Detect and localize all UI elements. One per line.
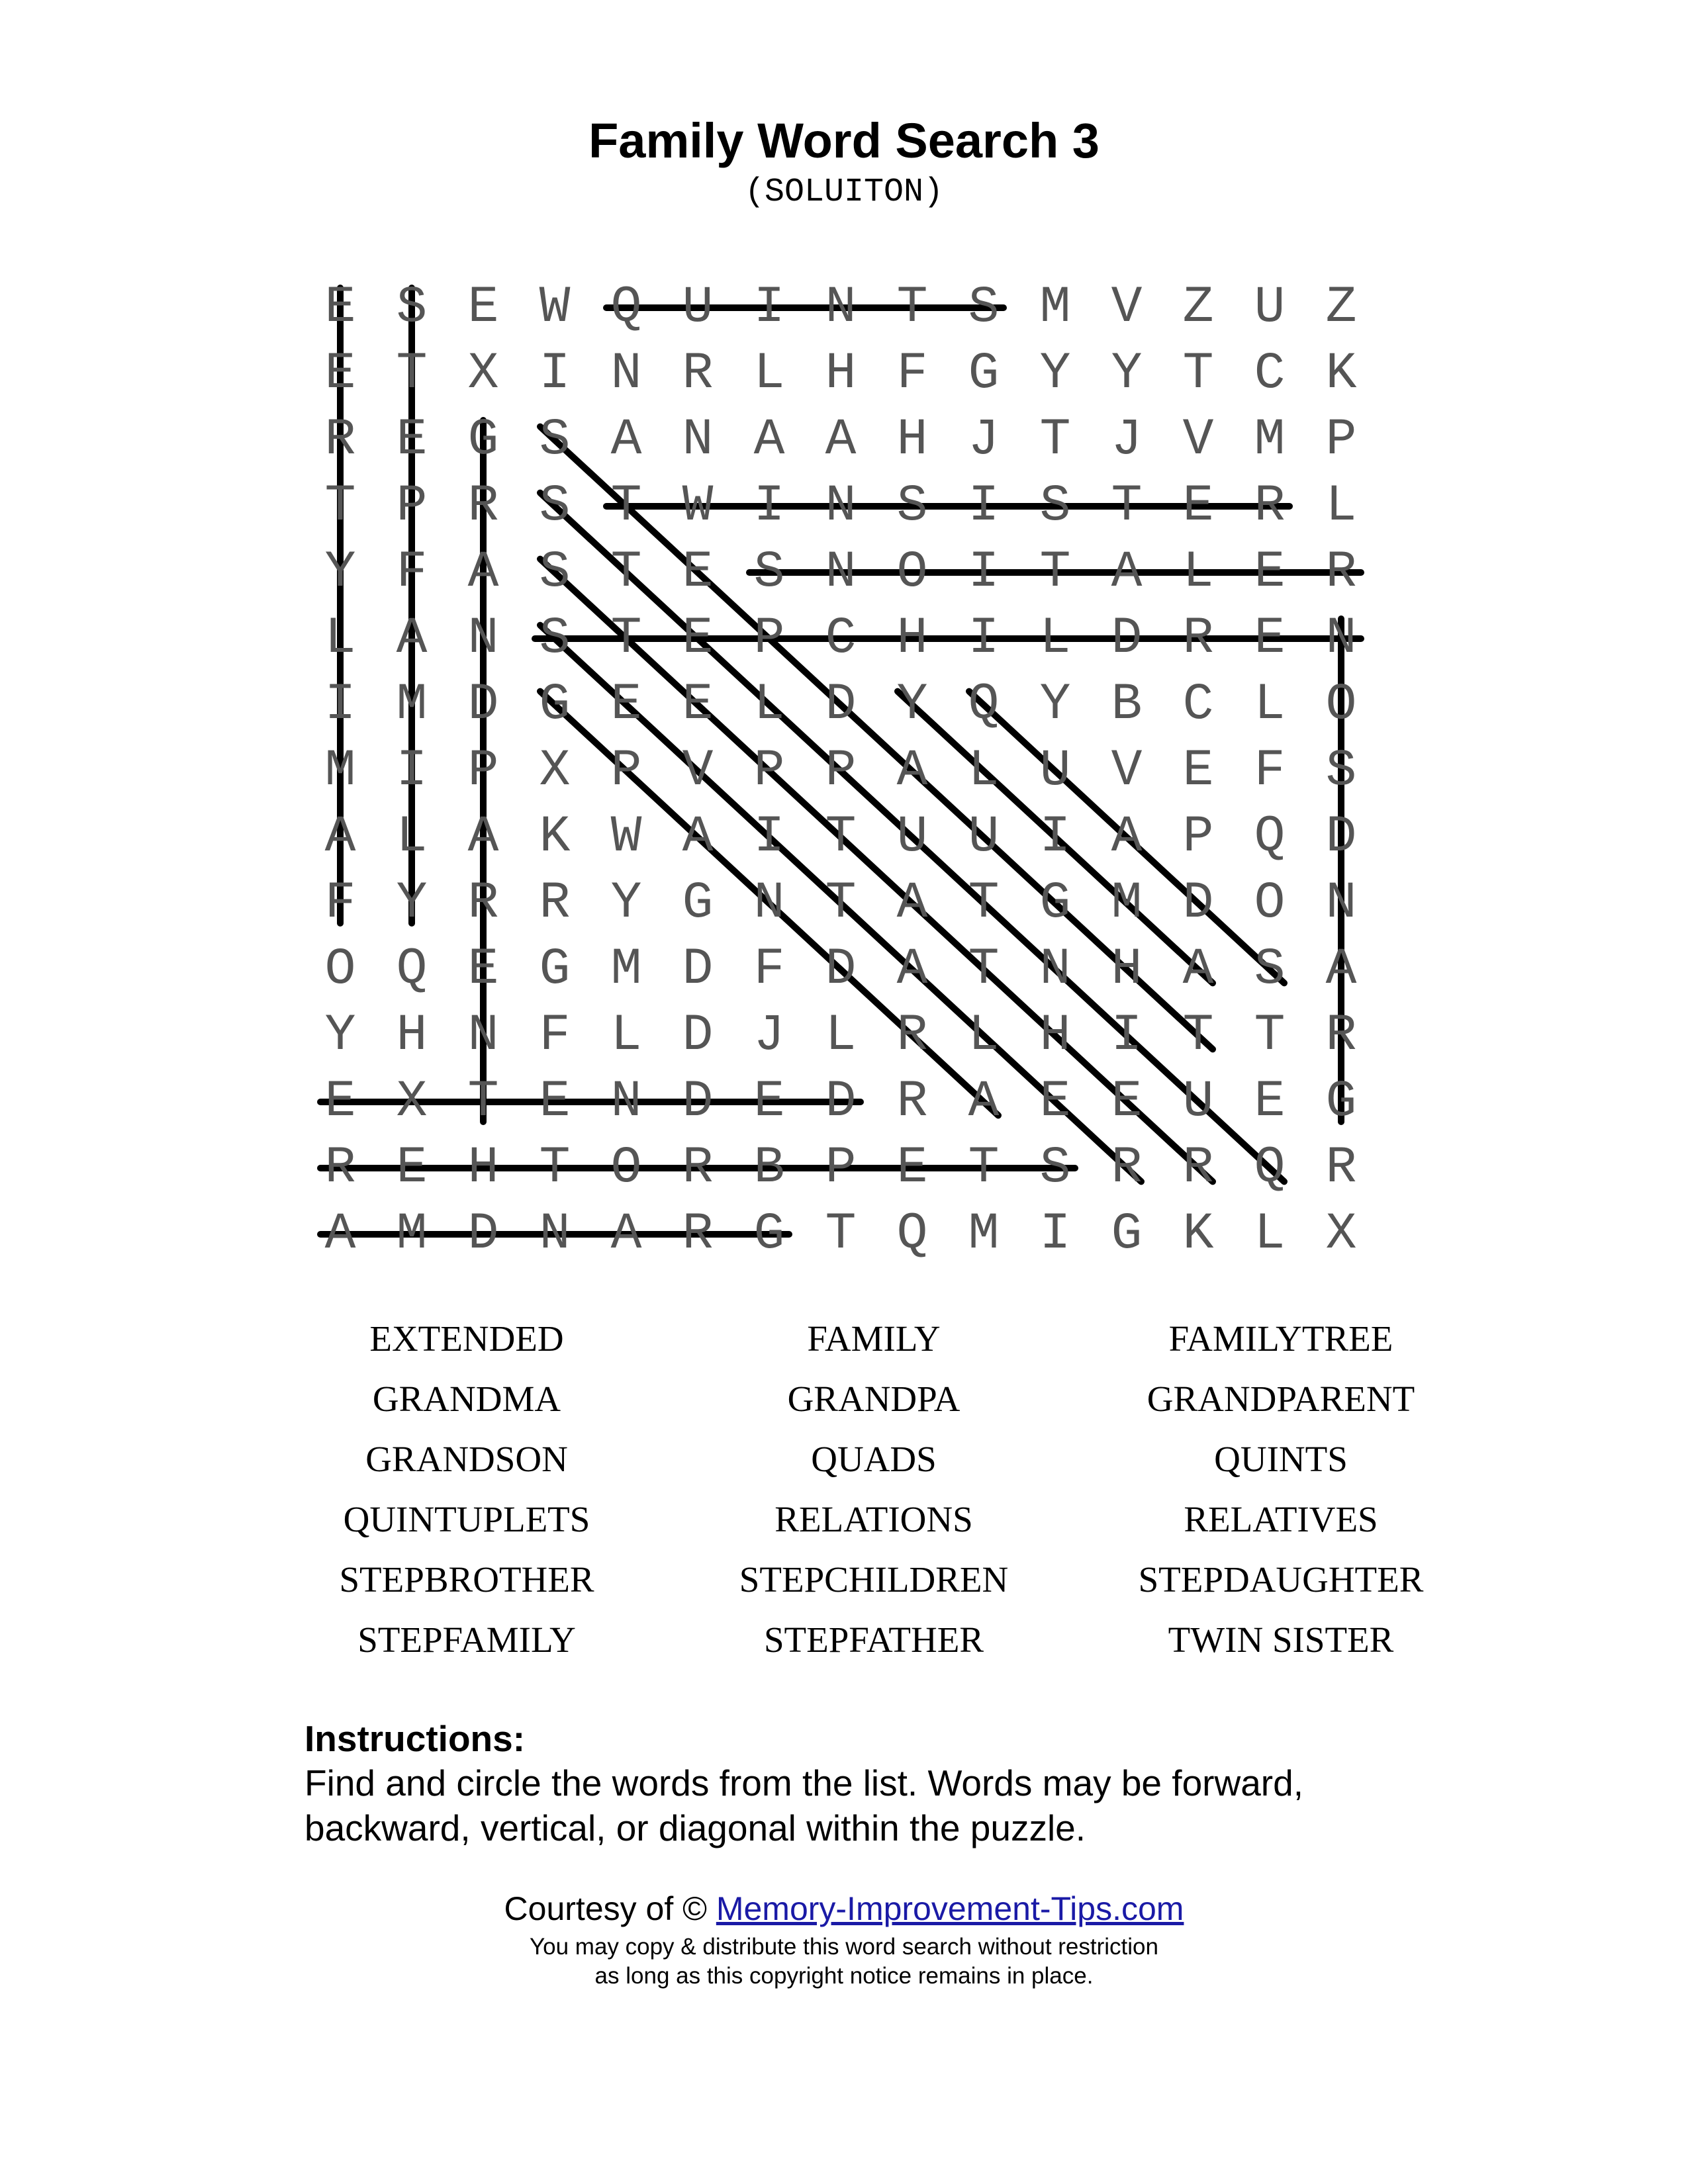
grid-letter: T xyxy=(968,874,1000,933)
grid-letter: N xyxy=(610,345,642,403)
grid-letter: L xyxy=(1325,477,1357,535)
grid-letter: N xyxy=(825,543,857,602)
grid-letter: W xyxy=(539,279,571,337)
page-title: Family Word Search 3 xyxy=(588,113,1100,168)
grid-letter: U xyxy=(1039,742,1071,800)
grid-letter: R xyxy=(1325,543,1357,602)
grid-letter: X xyxy=(1325,1205,1357,1263)
grid-letter: P xyxy=(753,610,785,668)
grid-letter: W xyxy=(610,808,642,866)
grid-letter: F xyxy=(1254,742,1286,800)
grid-letter: F xyxy=(753,940,785,999)
grid-letter: N xyxy=(1325,610,1357,668)
word-list-item: QUADS xyxy=(811,1439,937,1479)
grid-letter: A xyxy=(968,1073,1000,1131)
grid-letter: U xyxy=(1254,279,1286,337)
word-list-item: RELATIVES xyxy=(1184,1499,1378,1539)
grid-letter: O xyxy=(324,940,356,999)
grid-letter: Y xyxy=(324,1007,356,1065)
grid-letter: V xyxy=(1111,279,1143,337)
grid-letter: R xyxy=(1325,1139,1357,1197)
grid-letter: E xyxy=(1254,543,1286,602)
grid-letter: G xyxy=(467,411,499,469)
grid-letter: X xyxy=(539,742,571,800)
grid-letter: R xyxy=(539,874,571,933)
grid-letter: H xyxy=(825,345,857,403)
grid-letter: G xyxy=(539,676,571,734)
grid-letter: A xyxy=(324,1205,356,1263)
grid-letter: F xyxy=(896,345,928,403)
grid-letter: A xyxy=(825,411,857,469)
grid-letter: E xyxy=(1254,1073,1286,1131)
grid-letter: E xyxy=(682,676,714,734)
grid-letter: M xyxy=(396,1205,428,1263)
grid-letter: N xyxy=(682,411,714,469)
word-list-item: TWIN SISTER xyxy=(1168,1619,1394,1660)
grid-letter: V xyxy=(682,742,714,800)
grid-letter: S xyxy=(1039,1139,1071,1197)
word-list-item: RELATIONS xyxy=(774,1499,973,1539)
grid-letter: G xyxy=(1039,874,1071,933)
grid-letter: H xyxy=(467,1139,499,1197)
grid-letter: T xyxy=(610,610,642,668)
grid-letter: H xyxy=(896,411,928,469)
word-list-item: QUINTS xyxy=(1214,1439,1348,1479)
grid-letter: U xyxy=(896,808,928,866)
grid-letter: V xyxy=(1111,742,1143,800)
grid-letter: O xyxy=(610,1139,642,1197)
word-list-item: STEPFATHER xyxy=(763,1619,984,1660)
grid-letter: L xyxy=(1182,543,1214,602)
word-list-item: EXTENDED xyxy=(369,1318,564,1359)
grid-letter: N xyxy=(1039,940,1071,999)
grid-letter: L xyxy=(1039,610,1071,668)
grid-letter: G xyxy=(539,940,571,999)
grid-letter: A xyxy=(682,808,714,866)
grid-letter: P xyxy=(825,742,857,800)
grid-letter: L xyxy=(753,676,785,734)
grid-letter: S xyxy=(539,411,571,469)
word-list-item: STEPDAUGHTER xyxy=(1138,1559,1424,1600)
grid-letter: E xyxy=(396,1139,428,1197)
grid-letter: A xyxy=(753,411,785,469)
grid-letter: C xyxy=(825,610,857,668)
grid-letter: I xyxy=(1111,1007,1143,1065)
grid-letter: Q xyxy=(610,279,642,337)
grid-letter: E xyxy=(1039,1073,1071,1131)
grid-letter: Q xyxy=(1254,808,1286,866)
grid-letter: E xyxy=(324,1073,356,1131)
grid-letter: I xyxy=(753,477,785,535)
grid-letter: G xyxy=(682,874,714,933)
grid-letter: D xyxy=(1182,874,1214,933)
grid-letter: T xyxy=(896,279,928,337)
grid-letter: V xyxy=(1182,411,1214,469)
grid-letter: T xyxy=(467,1073,499,1131)
grid-letter: L xyxy=(610,1007,642,1065)
grid-letter: Y xyxy=(324,543,356,602)
grid-letter: D xyxy=(682,1073,714,1131)
grid-letter: H xyxy=(896,610,928,668)
word-list-item: FAMILYTREE xyxy=(1168,1318,1393,1359)
grid-letter: I xyxy=(753,808,785,866)
grid-letter: E xyxy=(324,345,356,403)
grid-letter: Z xyxy=(1182,279,1214,337)
grid-letter: M xyxy=(1039,279,1071,337)
grid-letter: N xyxy=(825,279,857,337)
grid-letter: T xyxy=(610,477,642,535)
grid-letter: Y xyxy=(1111,345,1143,403)
grid-letter: E xyxy=(682,543,714,602)
notice-line-2: as long as this copyright notice remains in place. xyxy=(594,1963,1094,1989)
grid-letter: L xyxy=(753,345,785,403)
grid-letter: N xyxy=(467,1007,499,1065)
grid-letter: Y xyxy=(1039,676,1071,734)
grid-letter: I xyxy=(324,676,356,734)
grid-letter: D xyxy=(1325,808,1357,866)
grid-letter: A xyxy=(1111,543,1143,602)
word-list-item: GRANDPARENT xyxy=(1147,1379,1415,1419)
grid-letter: K xyxy=(1182,1205,1214,1263)
grid-letter: T xyxy=(1254,1007,1286,1065)
grid-letter: W xyxy=(682,477,714,535)
grid-letter: G xyxy=(1111,1205,1143,1263)
grid-letter: E xyxy=(610,676,642,734)
grid-letter: E xyxy=(1182,742,1214,800)
grid-letter: O xyxy=(1325,676,1357,734)
grid-letter: R xyxy=(896,1007,928,1065)
grid-letter: I xyxy=(1039,1205,1071,1263)
grid-letter: T xyxy=(825,808,857,866)
word-list-item: QUINTUPLETS xyxy=(343,1499,590,1539)
grid-letter: G xyxy=(753,1205,785,1263)
grid-letter: M xyxy=(1111,874,1143,933)
grid-letter: X xyxy=(396,1073,428,1131)
grid-letter: R xyxy=(1325,1007,1357,1065)
grid-letter: S xyxy=(396,279,428,337)
word-list xyxy=(265,1317,1489,1661)
grid-letter: E xyxy=(396,411,428,469)
grid-letter: O xyxy=(896,543,928,602)
grid-letter: R xyxy=(682,1205,714,1263)
grid-letter: T xyxy=(1111,477,1143,535)
grid-letter: A xyxy=(896,874,928,933)
grid-letter: R xyxy=(896,1073,928,1131)
grid-letter: L xyxy=(1254,676,1286,734)
grid-letter: S xyxy=(968,279,1000,337)
grid-letter: R xyxy=(682,1139,714,1197)
grid-letter: L xyxy=(968,742,1000,800)
grid-letter: P xyxy=(825,1139,857,1197)
grid-letter: A xyxy=(1325,940,1357,999)
grid-letter: A xyxy=(610,1205,642,1263)
grid-letter: E xyxy=(753,1073,785,1131)
grid-letter: L xyxy=(968,1007,1000,1065)
grid-letter: B xyxy=(753,1139,785,1197)
grid-letter: I xyxy=(968,477,1000,535)
grid-letter: Y xyxy=(396,874,428,933)
grid-letter: O xyxy=(1254,874,1286,933)
grid-letter: N xyxy=(753,874,785,933)
grid-letter: I xyxy=(753,279,785,337)
grid-letter: M xyxy=(1254,411,1286,469)
grid-letter: E xyxy=(467,940,499,999)
site-link[interactable]: Memory-Improvement-Tips.com xyxy=(716,1890,1184,1927)
word-list-item: STEPBROTHER xyxy=(339,1559,594,1600)
grid-letter: T xyxy=(825,1205,857,1263)
grid-letter: T xyxy=(1039,543,1071,602)
grid-letter: Y xyxy=(610,874,642,933)
grid-letter: L xyxy=(825,1007,857,1065)
grid-letter: T xyxy=(1039,411,1071,469)
word-list-item: GRANDMA xyxy=(372,1379,561,1419)
copyright-notice xyxy=(0,1933,1688,1991)
grid-letter: R xyxy=(467,874,499,933)
grid-letter: E xyxy=(324,279,356,337)
grid-letter: S xyxy=(539,610,571,668)
grid-letter: A xyxy=(896,940,928,999)
grid-letter: N xyxy=(825,477,857,535)
grid-letter: J xyxy=(1111,411,1143,469)
grid-letter: P xyxy=(1325,411,1357,469)
grid-letter: J xyxy=(753,1007,785,1065)
grid-letter: A xyxy=(396,610,428,668)
grid-letter: E xyxy=(682,610,714,668)
grid-letter: E xyxy=(1111,1073,1143,1131)
courtesy-line xyxy=(0,1889,1688,1928)
grid-letter: K xyxy=(1325,345,1357,403)
grid-letter: M xyxy=(968,1205,1000,1263)
grid-letter: D xyxy=(825,940,857,999)
grid-letter: C xyxy=(1182,676,1214,734)
grid-letter: P xyxy=(610,742,642,800)
grid-letter: M xyxy=(324,742,356,800)
grid-letter: X xyxy=(467,345,499,403)
grid-letter: N xyxy=(610,1073,642,1131)
grid-letter: S xyxy=(896,477,928,535)
grid-letter: T xyxy=(968,1139,1000,1197)
grid-letter: H xyxy=(1039,1007,1071,1065)
grid-letter: T xyxy=(968,940,1000,999)
grid-letter: B xyxy=(1111,676,1143,734)
grid-letter: E xyxy=(539,1073,571,1131)
grid-letter: U xyxy=(1182,1073,1214,1131)
word-list-item: STEPCHILDREN xyxy=(739,1559,1009,1600)
grid-letter: C xyxy=(1254,345,1286,403)
grid-letter: T xyxy=(1182,1007,1214,1065)
grid-letter: D xyxy=(1111,610,1143,668)
grid-letter: P xyxy=(396,477,428,535)
word-list-item: FAMILY xyxy=(807,1318,941,1359)
grid-letter: M xyxy=(610,940,642,999)
courtesy-prefix: Courtesy of © xyxy=(504,1890,716,1927)
grid-letter: D xyxy=(467,676,499,734)
grid-letter: M xyxy=(396,676,428,734)
grid-letter: A xyxy=(896,742,928,800)
grid-letter: A xyxy=(1182,940,1214,999)
grid-letter: E xyxy=(467,279,499,337)
grid-letter: S xyxy=(1325,742,1357,800)
grid-letter: N xyxy=(467,610,499,668)
grid-letter: I xyxy=(1039,808,1071,866)
grid-letter: U xyxy=(968,808,1000,866)
grid-letter: I xyxy=(539,345,571,403)
grid-letter: F xyxy=(396,543,428,602)
grid-letter: U xyxy=(682,279,714,337)
grid-letter: L xyxy=(396,808,428,866)
grid-letter: G xyxy=(1325,1073,1357,1131)
grid-letter: Y xyxy=(1039,345,1071,403)
grid-letter: F xyxy=(324,874,356,933)
grid-letter: D xyxy=(467,1205,499,1263)
word-list-item: GRANDPA xyxy=(787,1379,961,1419)
grid-letter: Z xyxy=(1325,279,1357,337)
grid-letter: T xyxy=(539,1139,571,1197)
grid-letter: R xyxy=(324,411,356,469)
grid-letter: L xyxy=(324,610,356,668)
grid-letter: P xyxy=(1182,808,1214,866)
grid-letter: K xyxy=(539,808,571,866)
notice-line-1: You may copy & distribute this word search without restriction xyxy=(530,1934,1158,1960)
grid-letter: R xyxy=(1182,1139,1214,1197)
grid-letter: Y xyxy=(896,676,928,734)
grid-letter: Q xyxy=(396,940,428,999)
grid-letter: E xyxy=(1254,610,1286,668)
grid-letter: P xyxy=(753,742,785,800)
grid-letter: T xyxy=(1182,345,1214,403)
grid-letter: T xyxy=(396,345,428,403)
grid-letter: Q xyxy=(968,676,1000,734)
grid-letter: S xyxy=(539,543,571,602)
grid-letter: E xyxy=(1182,477,1214,535)
grid-letter: H xyxy=(1111,940,1143,999)
grid-letter: A xyxy=(467,543,499,602)
instructions-heading: Instructions: xyxy=(305,1718,526,1759)
grid-letter: R xyxy=(324,1139,356,1197)
grid-letter: I xyxy=(968,543,1000,602)
grid-letter: T xyxy=(825,874,857,933)
grid-letter: R xyxy=(682,345,714,403)
grid-letter: I xyxy=(968,610,1000,668)
grid-letter: D xyxy=(682,940,714,999)
grid-letter: S xyxy=(1039,477,1071,535)
grid-letter: P xyxy=(467,742,499,800)
grid-letter: G xyxy=(968,345,1000,403)
grid-letter: Q xyxy=(1254,1139,1286,1197)
grid-letter: A xyxy=(1111,808,1143,866)
grid-letter: D xyxy=(825,676,857,734)
grid-letter: S xyxy=(1254,940,1286,999)
word-search-grid xyxy=(305,275,1397,1267)
grid-letter: A xyxy=(324,808,356,866)
grid-letter: I xyxy=(396,742,428,800)
word-list-item: STEPFAMILY xyxy=(357,1619,576,1660)
grid-letter: A xyxy=(467,808,499,866)
page-subtitle: (SOLUITON) xyxy=(744,173,944,211)
grid-letter: T xyxy=(610,543,642,602)
grid-letter: N xyxy=(539,1205,571,1263)
grid-letter: J xyxy=(968,411,1000,469)
grid-letter: L xyxy=(1254,1205,1286,1263)
grid-letter: H xyxy=(396,1007,428,1065)
grid-letter: R xyxy=(1111,1139,1143,1197)
grid-letter: R xyxy=(1182,610,1214,668)
grid-letter: N xyxy=(1325,874,1357,933)
grid-letter: D xyxy=(682,1007,714,1065)
grid-letter: S xyxy=(539,477,571,535)
grid-letter: D xyxy=(825,1073,857,1131)
grid-letter: F xyxy=(539,1007,571,1065)
grid-letter: E xyxy=(896,1139,928,1197)
grid-letter: T xyxy=(324,477,356,535)
instructions-text: Find and circle the words from the list. Words may be forward, backward, vertical, or diagonal within the puzzle. xyxy=(305,1762,1303,1848)
word-list-item: GRANDSON xyxy=(365,1439,568,1479)
grid-letter: A xyxy=(610,411,642,469)
grid-letter: R xyxy=(1254,477,1286,535)
grid-letter: S xyxy=(753,543,785,602)
grid-letter: R xyxy=(467,477,499,535)
grid-letter: Q xyxy=(896,1205,928,1263)
